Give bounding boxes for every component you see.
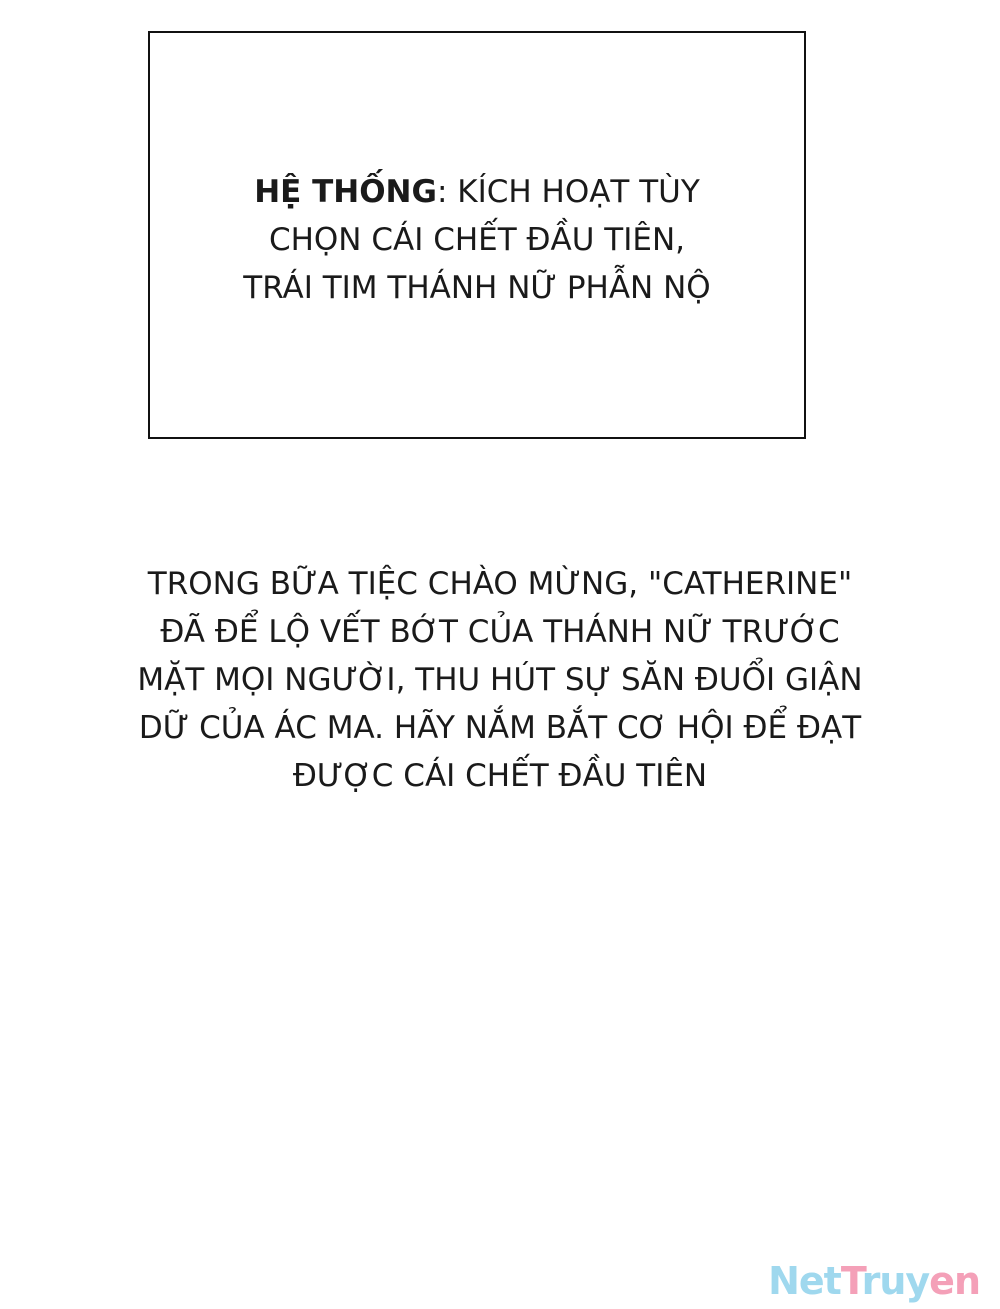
narration-line-2: ĐÃ ĐỂ LỘ VẾT BỚT CỦA THÁNH NỮ TRƯỚC [160, 614, 840, 650]
system-line-3: TRÁI TIM THÁNH NỮ PHẪN NỘ [243, 270, 711, 306]
system-line-1-rest: : KÍCH HOẠT TÙY [436, 174, 700, 210]
system-label: HỆ THỐNG [254, 174, 437, 210]
watermark-logo: NetTruyen [768, 1259, 980, 1303]
system-line-2: CHỌN CÁI CHẾT ĐẦU TIÊN, [268, 222, 686, 258]
system-message-box [148, 31, 806, 439]
narration-line-5: ĐƯỢC CÁI CHẾT ĐẦU TIÊN [292, 758, 708, 794]
narration-text [40, 560, 960, 800]
system-message-text [150, 168, 804, 312]
narration-line-4: DỮ CỦA ÁC MA. HÃY NẮM BẮT CƠ HỘI ĐỂ ĐẠT [138, 710, 862, 746]
system-line-1 [150, 168, 804, 216]
narration-line-3: MẶT MỌI NGƯỜI, THU HÚT SỰ SĂN ĐUỔI GIẬN [137, 662, 863, 698]
narration-line-1: TRONG BỮA TIỆC CHÀO MỪNG, "CATHERINE" [147, 566, 853, 602]
